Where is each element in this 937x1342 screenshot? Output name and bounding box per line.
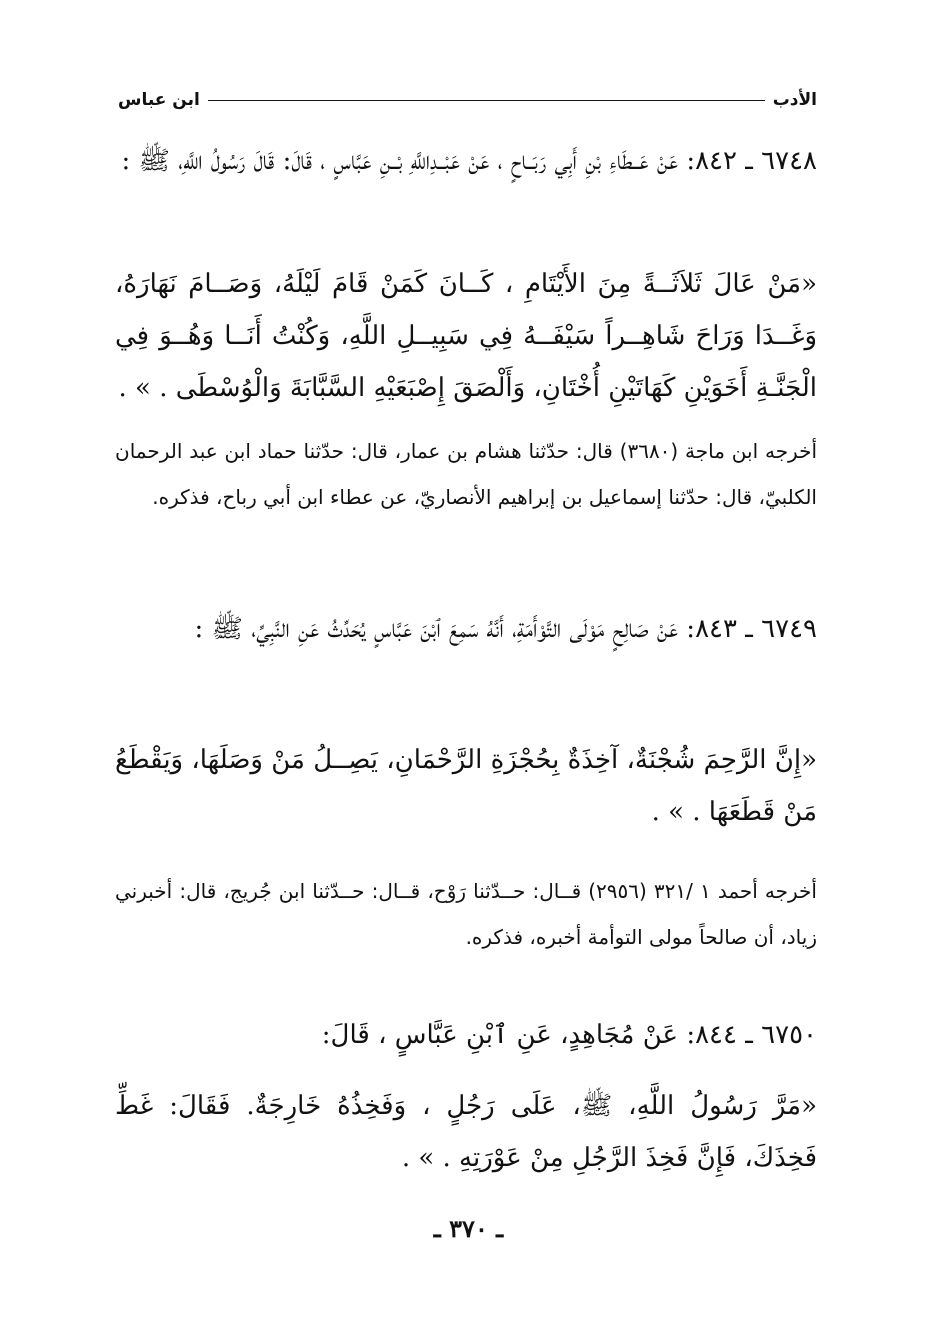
hadith-6749-text: «إِنَّ الرَّحِمَ شُجْنَةٌ، آخِذَةٌ بِحُجْزَةِ الرَّحْمَانِ، يَصِــلُ مَنْ وَصَلَهَا، وَيَقْطَعُ مَنْ قَطَعَهَا . » . [115,745,817,827]
section-title: ابن عباس [118,90,200,110]
page-number: ـ ٣٧٠ ـ [433,1214,504,1243]
hadith-6750-heading: ٦٧٥٠ ـ ٨٤٤: عَنْ مُجَاهِدٍ، عَنِ ٱبْنِ عَبَّاسٍ ، قَالَ: [321,1020,817,1050]
running-header [118,86,817,114]
hadith-6748-heading: ٦٧٤٨ ـ ٨٤٢: عَنْ عَــطَاءِ بْنِ أَبِي رَبَــاحٍ ، عَنْ عَبْــدِاللَّهِ بْــنِ عَبَّاسٍ ، قَالَ: قَالَ رَسُولُ اللَّهِ، ﷺ : [121,146,817,176]
hadith-6749-heading: ٦٧٤٩ ـ ٨٤٣: عَنْ صَالِحٍ مَوْلَى التَّوْأَمَةِ، أَنَّهُ سَمِعَ ٱبْنَ عَبَّاسٍ يُحَدِّثُ عَنِ النَّبِيِّ، ﷺ : [194,614,817,644]
hadith-6750-text: «مَرَّ رَسُولُ اللَّهِ، ﷺ، عَلَى رَجُلٍ ، وَفَخِذُهُ خَارِجَةٌ. فَقَالَ: غَطِّ فَخِذَكَ، فَإِنَّ فَخِذَ الرَّجُلِ مِنْ عَوْرَتِهِ . » . [115,1091,817,1173]
chapter-title: الأدب [772,90,817,110]
header-rule [208,100,765,101]
hadith-6748-text: «مَنْ عَالَ ثَلاَثَــةً مِنَ الأَيْتَامِ ، كَــانَ كَمَنْ قَامَ لَيْلَهُ، وَصَــامَ نَهَارَهُ، وَغَــدَا وَرَاحَ شَاهِــراً سَيْفَــهُ فِي سَبِيــلِ اللَّهِ، وَكُنْتُ أَنَــا وَهُــوَ فِي الْجَنَّـةِ أَخَوَيْنِ كَهَاتَيْنِ أُخْتَانِ، وَأَلْصَقَ إِصْبَعَيْهِ السَّبَّابَةَ وَالْوُسْطَى . » . [115,269,817,403]
hadith-6749-takhrij: أخرجه أحمد ١ /٣٢١ (٢٩٥٦) قــال: حــدّثنا رَوْح، قــال: حــدّثنا ابن جُريج، قال: أخبرني زياد، أن صالحاً مولى التوأمة أخبره، فذكره. [115,879,817,949]
hadith-6748-takhrij: أخرجه ابن ماجة (٣٦٨٠) قال: حدّثنا هشام بن عمار، قال: حدّثنا حماد ابن عبد الرحمان الكلبيّ، قال: حدّثنا إسماعيل بن إبراهيم الأنصاريّ، عن عطاء ابن أبي رباح، فذكره. [115,439,818,509]
